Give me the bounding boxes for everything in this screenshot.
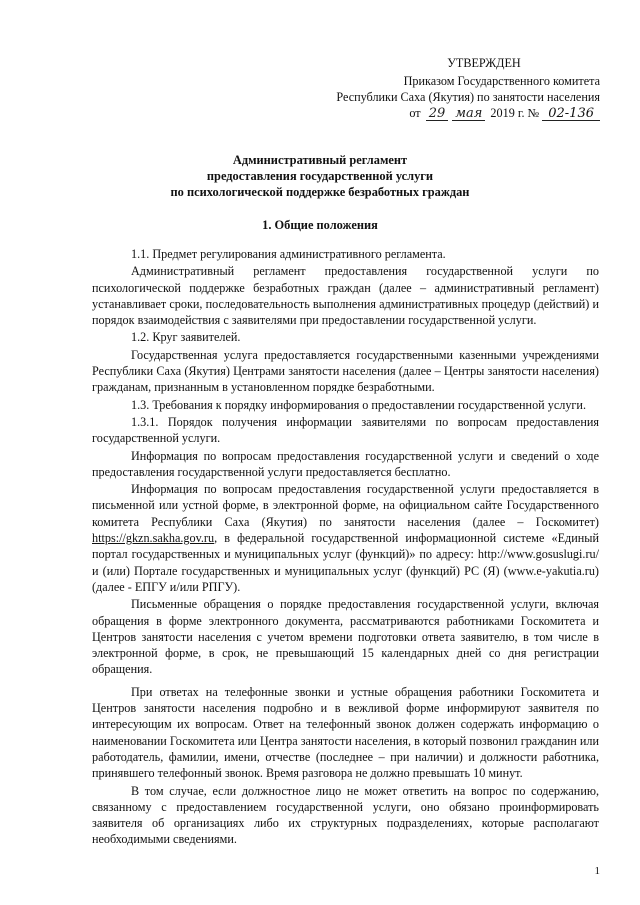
paragraph-written-requests: Письменные обращения о порядке предоставления государственной услуги, включая обращения в форме электронного документа, рассматриваются работниками Госкомитета и Центров занятости населения с учетом времени подготовки ответа заявителю, в том числе в электронной форме, в срок, не превышающий 15 календарных дней со дня регистрации обращения. [92, 597, 599, 677]
handwritten-order-number: 02-136 [542, 107, 600, 121]
title-line-3: по психологической поддержке безработных граждан [170, 185, 470, 199]
section-heading: 1. Общие положения [262, 218, 378, 232]
paragraph-1-3: 1.3. Требования к порядку информирования о предоставлении государственной услуги. [131, 397, 586, 412]
paragraph-free-info: Информация по вопросам предоставления государственной услуги и сведений о ходе предоставления государственной услуги предоставляется бесплатно. [92, 448, 599, 479]
handwritten-day: 29 [426, 107, 449, 121]
document-title [80, 152, 560, 200]
handwritten-month: мая [452, 107, 485, 121]
paragraph-1-2: 1.2. Круг заявителей. [131, 330, 241, 345]
document-body [92, 246, 599, 849]
paragraph-1-1: 1.1. Предмет регулирования административного регламента. [131, 247, 446, 261]
approval-block [300, 55, 600, 121]
approval-signature-line [300, 105, 600, 121]
paragraph-applicants: Государственная услуга предоставляется государственными казенными учреждениями Республики Саха (Якутия) Центрами занятости населения (далее – Центры занятости населения) гражданам, признанным в установленном порядке безработными. [92, 347, 599, 395]
info-forms-text-a: Информация по вопросам предоставления государственной услуги предоставляется в письменной или устной форме, в электронной форме, на официальном сайте Государственного комитета Республики Саха (Якутия) по занятости населения (далее – Госкомитет) [92, 482, 599, 529]
info-forms-text-b: , в федеральной государственной информационной системе «Единый портал государственных и муниципальных услуг (функций)» по адресу: http://www.gosuslugi.ru/ и (или) Портале государственных и муниципальных услуг (функций) РС (Я) (www.e-yakutia.ru) (далее - ЕПГУ и/или РПГУ). [92, 531, 599, 594]
paragraph-redirect: В том случае, если должностное лицо не может ответить на вопрос по содержанию, связанному с предоставлением государственной услуги, оно обязано проинформировать заявителя об организациях либо их структурных подразделениях, которые располагают необходимыми сведениями. [92, 783, 599, 847]
paragraph-info-forms [92, 481, 599, 595]
title-line-2: предоставления государственной услуги [206, 169, 434, 183]
approval-line-2: Республики Саха (Якутия) по занятости населения [336, 90, 600, 104]
paragraph-phone-calls: При ответах на телефонные звонки и устные обращения работники Госкомитета и Центров занятости населения подробно и в вежливой форме информируют заявителя по интересующим их вопросам. Ответ на телефонный звонок должен содержать информацию о наименовании Госкомитета или Центра занятости населения, в который позвонил гражданин или работодатель, фамилии, имени, отчестве (последнее – при наличии) и должности работника, принявшего телефонный звонок. Время разговора не должно превышать 10 минут. [92, 684, 599, 781]
approval-stamp: УТВЕРЖДЕН [447, 56, 521, 70]
paragraph-regulation: Административный регламент предоставления государственной услуги по психологической поддержке безработных граждан (далее – административный регламент) устанавливает сроки, последовательность выполнения административных процедур (действий) и порядок взаимодействия с заявителями при предоставлении государственной услуги. [92, 264, 599, 328]
approval-from-prefix: от [409, 106, 421, 120]
approval-year: 2019 г. № [490, 106, 540, 120]
paragraph-1-3-1: 1.3.1. Порядок получения информации заявителями по вопросам предоставления государственной услуги. [92, 414, 599, 446]
page-number: 1 [594, 865, 600, 877]
approval-line-1: Приказом Государственного комитета [403, 74, 600, 88]
gkzn-website-link[interactable]: https://gkzn.sakha.gov.ru [92, 531, 215, 546]
title-line-1: Административный регламент [232, 153, 408, 167]
